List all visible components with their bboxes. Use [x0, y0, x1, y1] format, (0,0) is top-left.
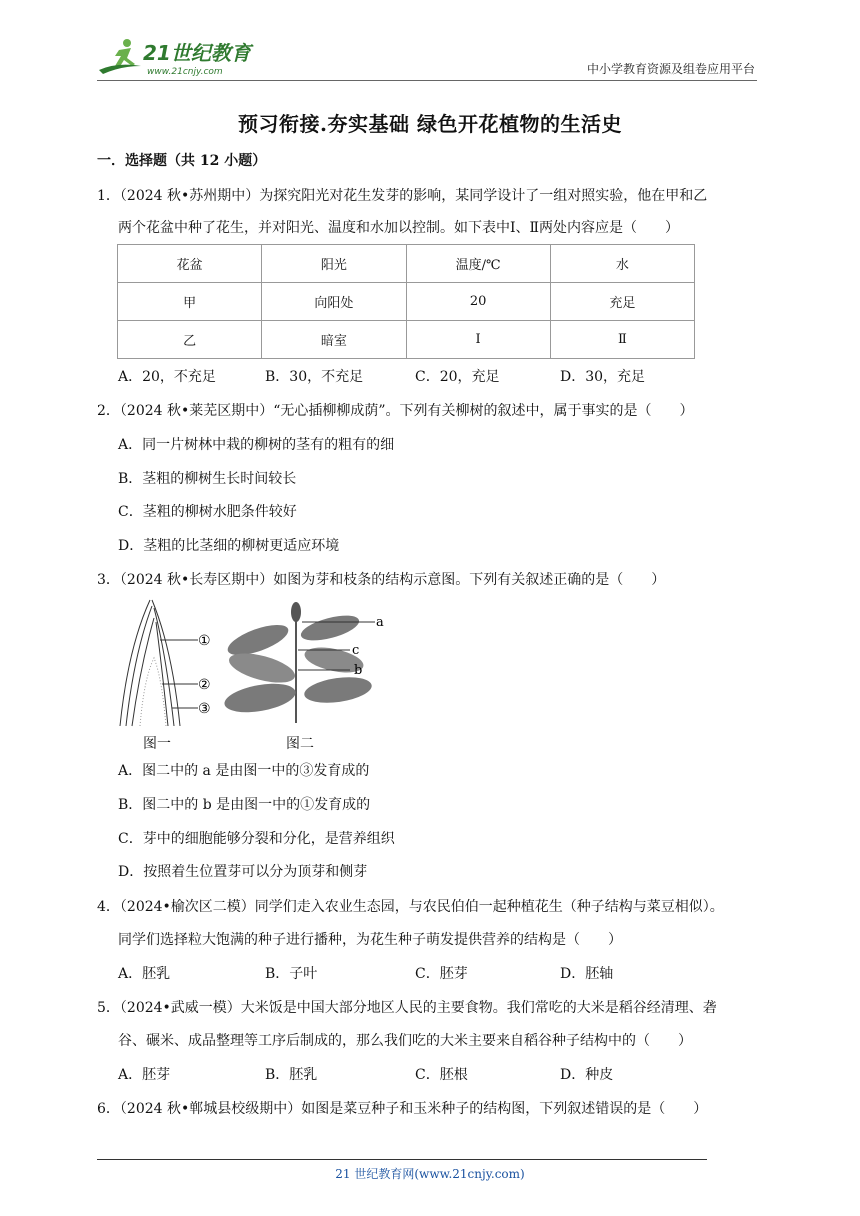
page-title: 预习衔接.夯实基础 绿色开花植物的生活史: [238, 112, 622, 136]
question-5-line-1: 5．（2024•武威一模）大米饭是中国大部分地区人民的主要食物。我们常吃的大米是稻谷经清理、砻: [97, 1000, 717, 1016]
option-b[interactable]: B．子叶: [265, 966, 318, 982]
table-cell: 向阳处: [262, 283, 406, 321]
table-cell: 20: [406, 283, 550, 321]
table-row: [118, 283, 695, 321]
option-d[interactable]: D．茎粗的比茎细的柳树更适应环境: [118, 538, 340, 554]
table-cell: 甲: [118, 283, 262, 321]
bud-diagram: [120, 600, 198, 726]
option-b[interactable]: B．图二中的 b 是由图一中的①发育成的: [118, 797, 371, 813]
label-b: b: [354, 663, 363, 678]
footer-link[interactable]: 21 世纪教育网(www.21cnjy.com): [335, 1167, 525, 1181]
option-c[interactable]: C．胚芽: [415, 966, 468, 982]
option-d[interactable]: D．胚轴: [560, 966, 614, 982]
question-6-line-1: 6．（2024 秋•郸城县校级期中）如图是菜豆种子和玉米种子的结构图，下列叙述错误的是（ ）: [97, 1101, 708, 1117]
option-c[interactable]: C．20，充足: [415, 369, 500, 385]
footer-divider: [97, 1159, 707, 1160]
runner-icon: [99, 39, 141, 74]
question-4-line-1: 4．（2024•榆次区二模）同学们走入农业生态园，与农民伯伯一起种植花生（种子结构与菜豆相似）。: [97, 899, 724, 915]
question-2-line-1: 2．（2024 秋•莱芜区期中）“无心插柳柳成荫”。下列有关柳树的叙述中，属于事实的是（ ）: [97, 403, 694, 419]
table-cell: 充足: [550, 283, 694, 321]
figure-caption-2: 图二: [286, 736, 314, 752]
question-5-line-2: 谷、碾米、成品整理等工序后制成的，那么我们吃的大米主要来自稻谷种子结构中的（ ）: [118, 1033, 692, 1049]
question-1-line-1: 1．（2024 秋•苏州期中）为探究阳光对花生发芽的影响，某同学设计了一组对照实验，他在甲和乙: [97, 188, 708, 204]
option-b[interactable]: B．胚乳: [265, 1067, 318, 1083]
table-cell: 暗室: [262, 321, 406, 359]
option-a[interactable]: A．20，不充足: [118, 369, 216, 385]
page-header: [97, 36, 757, 80]
option-b[interactable]: B．茎粗的柳树生长时间较长: [118, 471, 297, 487]
option-b[interactable]: B．30，不充足: [265, 369, 364, 385]
question-1-options: [118, 367, 645, 387]
option-a[interactable]: A．图二中的 a 是由图一中的③发育成的: [118, 763, 370, 779]
label-1: ①: [198, 633, 211, 649]
option-d[interactable]: D．按照着生位置芽可以分为顶芽和侧芽: [118, 864, 368, 880]
platform-name: 中小学教育资源及组卷应用平台: [586, 62, 755, 76]
figure-caption-1: 图一: [143, 736, 171, 752]
table-cell: 水: [550, 245, 694, 283]
header-divider: [97, 80, 757, 81]
label-a: a: [376, 615, 384, 630]
table-cell: Ⅰ: [406, 321, 550, 359]
option-a[interactable]: A．胚芽: [118, 1067, 171, 1083]
table-cell: 温度/℃: [406, 245, 550, 283]
table-cell: 花盆: [118, 245, 262, 283]
table-row: [118, 321, 695, 359]
svg-text:21世纪教育: 21世纪教育: [143, 41, 251, 65]
option-d[interactable]: D．30，充足: [560, 369, 646, 385]
table-cell: 乙: [118, 321, 262, 359]
option-d[interactable]: D．种皮: [560, 1067, 614, 1083]
question-1-line-2: 两个花盆中种了花生，并对阳光、温度和水加以控制。如下表中Ⅰ、Ⅱ两处内容应是（ ）: [118, 220, 680, 236]
option-c[interactable]: C．胚根: [415, 1067, 468, 1083]
table-cell: Ⅱ: [550, 321, 694, 359]
label-2: ②: [198, 677, 211, 693]
svg-text:www.21cnjy.com: www.21cnjy.com: [147, 67, 223, 77]
option-a[interactable]: A．同一片树林中栽的柳树的茎有的粗有的细: [118, 437, 395, 453]
experiment-table: [117, 244, 695, 359]
question-4-options: [118, 964, 613, 984]
table-header-row: [118, 245, 695, 283]
branch-diagram: [222, 602, 375, 723]
option-a[interactable]: A．胚乳: [118, 966, 171, 982]
question-3-line-1: 3．（2024 秋•长寿区期中）如图为芽和枝条的结构示意图。下列有关叙述正确的是（ ）: [97, 572, 666, 588]
label-3: ③: [198, 701, 211, 717]
section-heading: 一．选择题（共 12 小题）: [97, 153, 267, 169]
table-cell: 阳光: [262, 245, 406, 283]
option-c[interactable]: C．芽中的细胞能够分裂和分化，是营养组织: [118, 831, 395, 847]
question-5-options: [118, 1065, 613, 1085]
label-c: c: [352, 643, 360, 658]
option-c[interactable]: C．茎粗的柳树水肥条件较好: [118, 504, 297, 520]
logo: [97, 36, 262, 78]
question-4-line-2: 同学们选择粒大饱满的种子进行播种，为花生种子萌发提供营养的结构是（ ）: [118, 932, 622, 948]
